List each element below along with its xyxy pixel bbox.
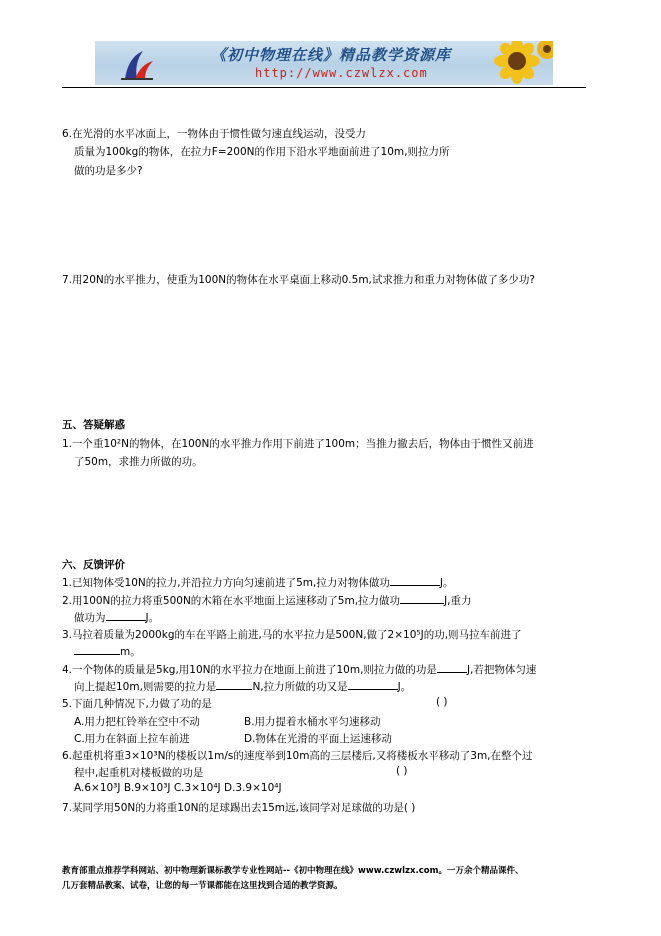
q6-line1: 6.在光滑的水平冰面上，一物体由于惯性做匀速直线运动，没受力 xyxy=(62,128,367,140)
s6-q5-option-a: A.用力把杠铃举在空中不动 xyxy=(74,716,200,728)
q6-line3: 做的功是多少? xyxy=(74,165,143,177)
s5-q1-line2: 了50m，求推力所做的功。 xyxy=(74,456,203,468)
banner-url[interactable]: http://www.czwlzx.com xyxy=(255,66,428,80)
s6-q4-line2 xyxy=(74,679,411,694)
s6-q5: 5.下面几种情况下,力做了功的是 xyxy=(62,698,212,710)
s6-q2-unit2: J。 xyxy=(145,612,160,624)
answer-blank[interactable] xyxy=(437,663,467,673)
answer-blank[interactable] xyxy=(216,680,252,690)
q7-line1: 7.用20N的水平推力，使重为100N的物体在水平桌面上移动0.5m,试求推力和重力对物体做了多少功? xyxy=(62,274,535,286)
s6-q3-line2 xyxy=(74,644,141,659)
section6-title: 六、反馈评价 xyxy=(62,559,125,571)
s6-q1 xyxy=(62,575,453,590)
s6-q7: 7.某同学用50N的力将重10N的足球踢出去15m远,该同学对足球做的功是( ) xyxy=(62,802,416,814)
sunflower-icon xyxy=(487,41,553,85)
section5-title: 五、答疑解惑 xyxy=(62,419,125,431)
q6-line2: 质量为100kg的物体，在拉力F=200N的作用下沿水平地面前进了10m,则拉力所 xyxy=(74,146,450,158)
banner-brand: 《初中物理在线》精品教学资源库 xyxy=(211,46,452,64)
s6-q2-line2 xyxy=(74,610,159,625)
s6-q6-line1: 6.起重机将重3×10³N的楼板以1m/s的速度举到10m高的三层楼后,又将楼板水平移动了3m,在整个过 xyxy=(62,750,533,762)
answer-blank[interactable] xyxy=(348,680,398,690)
answer-blank[interactable] xyxy=(400,594,444,604)
s6-q4-text4: N,拉力所做的功又是 xyxy=(252,681,348,693)
header-rule xyxy=(62,87,586,88)
header-banner xyxy=(95,41,553,85)
s6-q2-line1 xyxy=(62,593,472,608)
s6-q1-text: 1.已知物体受10N的拉力,并沿拉力方向匀速前进了5m,拉力对物体做功 xyxy=(62,577,390,589)
s6-q2-text2: 做功为 xyxy=(74,612,106,624)
s6-q5-option-c: C.用力在斜面上拉车前进 xyxy=(74,733,190,745)
s6-q4-line1 xyxy=(62,662,536,677)
s6-q5-bracket[interactable]: ( ) xyxy=(436,696,448,708)
s6-q1-unit: J。 xyxy=(439,577,454,589)
s6-q5-option-d: D.物体在光滑的平面上运速移动 xyxy=(244,733,392,745)
s6-q4-text2: J,若把物体匀速 xyxy=(466,664,537,676)
s5-q1-line1: 1.一个重10²N的物体，在100N的水平推力作用下前进了100m；当推力撤去后，物体由于惯性又前进 xyxy=(62,438,534,450)
footer-line2: 几万套精品教案、试卷，让您的每一节课都能在这里找到合适的教学资源。 xyxy=(62,881,343,891)
answer-blank[interactable] xyxy=(106,611,146,621)
s6-q6-line2: 程中,起重机对楼板做的功是 xyxy=(74,767,204,779)
s6-q3-line1: 3.马拉着质量为2000kg的车在平路上前进,马的水平拉力是500N,做了2×10⁵J的功,则马拉车前进了 xyxy=(62,629,522,641)
s6-q4-text3: 向上提起10m,则需要的拉力是 xyxy=(74,681,217,693)
s6-q3-unit: m。 xyxy=(120,646,141,658)
s6-q5-option-b: B.用力提着水桶水平匀速移动 xyxy=(244,716,381,728)
s6-q4-text: 4.一个物体的质量是5kg,用10N的水平拉力在地面上前进了10m,则拉力做的功是 xyxy=(62,664,437,676)
s6-q6-options: A.6×10³J B.9×10³J C.3×10⁴J D.3.9×10⁴J xyxy=(74,782,282,794)
answer-blank[interactable] xyxy=(74,645,120,655)
footer-line1: 教育部重点推荐学科网站、初中物理新课标教学专业性网站--《初中物理在线》www.czwlzx.com。一万余个精品课件、 xyxy=(62,866,524,876)
s6-q6-bracket[interactable]: ( ) xyxy=(396,765,408,777)
s6-q2-unit: J,重力 xyxy=(444,595,472,607)
s6-q4-unit: J。 xyxy=(397,681,412,693)
logo-icon xyxy=(117,45,157,83)
answer-blank[interactable] xyxy=(390,576,440,586)
s6-q2-text: 2.用100N的拉力将重500N的木箱在水平地面上运速移动了5m,拉力做功 xyxy=(62,595,401,607)
